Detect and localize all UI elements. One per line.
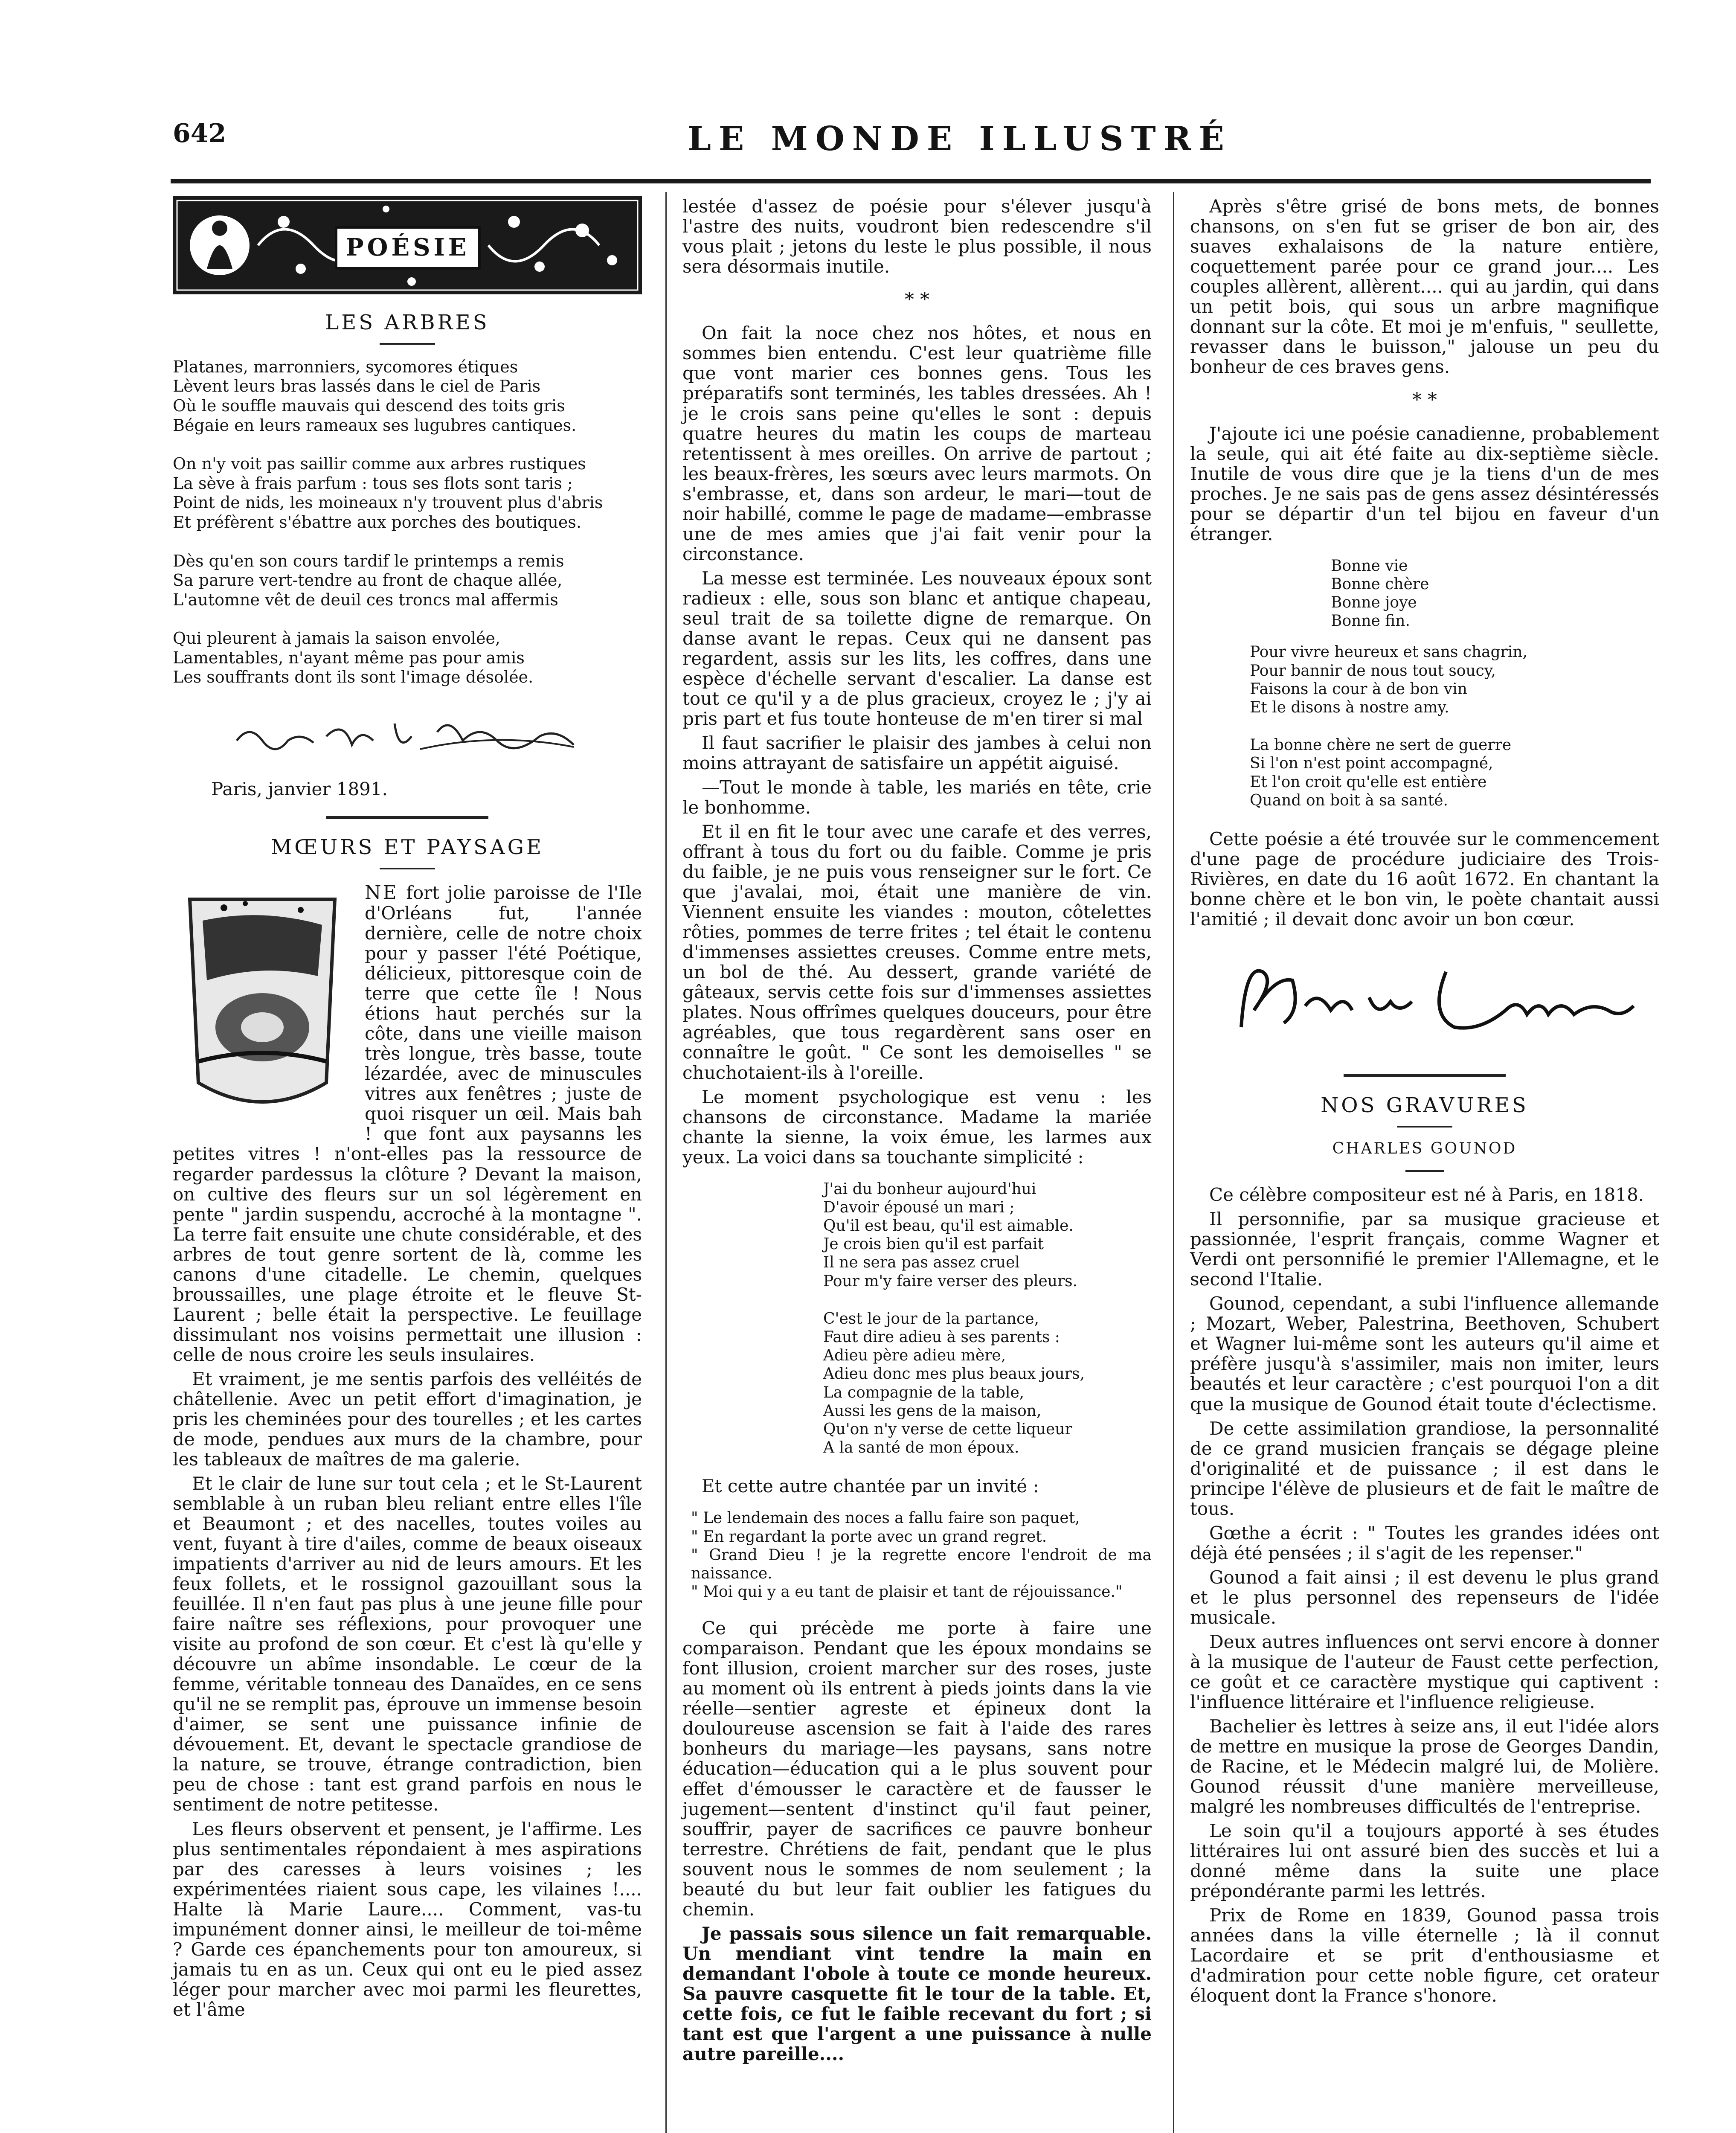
asterism: * * (1412, 389, 1437, 411)
paragraph: Deux autres influences ont servi encore à donner à la musique de l'auteur de Faust cette perfection, ce goût et ce caractère mystique qui captivent : l'influence littéraire et l'influence religieuse. (1190, 1631, 1659, 1712)
song-line: Je crois bien qu'il est parfait (823, 1235, 1044, 1253)
column-2 (682, 196, 1152, 2068)
poem-line: Qui pleurent à jamais la saison envolée, (173, 629, 501, 648)
poem-line: Platanes, marronniers, sycomores étiques (173, 357, 518, 376)
stanza (173, 629, 642, 687)
column-1 (173, 196, 642, 2024)
poem-line: Pour vivre heureux et sans chagrin, (1250, 643, 1528, 661)
column-divider (665, 192, 667, 2133)
short-rule (380, 343, 435, 345)
song-line: " Moi qui y a eu tant de plaisir et tant de réjouissance." (691, 1583, 1123, 1601)
paragraph: Gounod a fait ainsi ; il est devenu le plus grand et le plus personnel des repenseurs de l'idée musicale. (1190, 1566, 1659, 1628)
poem-title: LES ARBRES (325, 311, 490, 334)
poem-line: Lamentables, n'ayant même pas pour amis (173, 648, 525, 667)
column-divider (1173, 192, 1174, 2133)
song-line: La compagnie de la table, (823, 1383, 1025, 1401)
section-separator (326, 816, 488, 819)
refrain-line: Bonne joye (1331, 594, 1417, 612)
refrain-line: Bonne chère (1331, 575, 1429, 593)
paragraph: La messe est terminée. Les nouveaux époux sont radieux : elle, sous son blanc et antique chapeau, seul trait de sa toilette digne de remarque. On danse avant le repas. Ceux qui ne dansent pas regardent, assis sur les lits, les coffres, dans une espèce d'échelle servant d'escalier. La danse est tout ce qu'il y a de plus gracieux, croyez le ; j'y ai pris part et fus toute honteuse de m'en tirer si mal (682, 567, 1152, 729)
paragraph: Le moment psychologique est venu : les chansons de circonstance. Madame la mariée chante la sienne, la voix émue, les larmes aux yeux. La voici dans sa touchante simplicité : (682, 1086, 1152, 1168)
signature-art (1190, 946, 1659, 1049)
paragraph: Cette poésie a été trouvée sur le commencement d'une page de procédure judiciaire des Trois-Rivières, en date du 16 août 1672. En chantant la bonne chère et le bon vin, le poète chantait aussi l'amitié ; il devait donc avoir un bon cœur. (1190, 828, 1659, 930)
short-rule (1397, 1126, 1452, 1128)
poem-line: Pour bannir de nous tout soucy, (1250, 662, 1496, 680)
journal-title: LE MONDE ILLUSTRÉ (688, 119, 1232, 158)
paragraph: Ce célèbre compositeur est né à Paris, en 1818. (1209, 1184, 1644, 1206)
paragraph: Prix de Rome en 1839, Gounod passa trois années dans la ville éternelle ; là il connut Lacordaire et se prit d'enthousiasme et d'admiration pour cette noble figure, cet orateur éloquent dont la France s'honore. (1190, 1905, 1659, 2006)
page-number: 642 (173, 119, 226, 148)
paragraph: Gounod, cependant, a subi l'influence allemande ; Mozart, Weber, Palestrina, Beethoven, Schubert et Wagner lui-même sont les auteurs qu'il aime et préfère jusqu'à s'assimiler, mais non imiter, leurs beautés et leur caractère ; c'est pourquoi l'on a dit que la musique de Gounod était toute d'éclectisme. (1190, 1293, 1659, 1415)
song-line: " Le lendemain des noces a fallu faire son paquet, (691, 1509, 1080, 1527)
banner-label: POÉSIE (335, 226, 481, 270)
poem-line: Quand on boit à sa santé. (1250, 791, 1448, 809)
song-line: C'est le jour de la partance, (823, 1310, 1039, 1328)
poem-line: Sa parure vert-tendre au front de chaque allée, (173, 571, 563, 590)
canadian-poem (1190, 643, 1659, 810)
short-rule (1405, 1170, 1444, 1172)
handwritten-signature (173, 706, 642, 762)
song-line: Adieu père adieu mère, (823, 1347, 1006, 1365)
poem-line: On n'y voit pas saillir comme aux arbres rustiques (173, 454, 586, 474)
paragraph: Et cette autre chantée par un invité : (702, 1476, 1039, 1497)
poem-line: Dès qu'en son cours tardif le printemps a remis (173, 551, 564, 570)
song-line: Qu'il est beau, qu'il est aimable. (823, 1217, 1074, 1235)
stanza (1250, 643, 1659, 717)
paragraph: Le soin qu'il a toujours apporté à ses études littéraires lui ont assuré bien des succès et lui a donné même dans la suite une place prépondérante parmi les lettrés. (1190, 1820, 1659, 1902)
song-line: Il ne sera pas assez cruel (823, 1254, 1020, 1272)
refrain-line: Bonne fin. (1331, 612, 1410, 630)
song-line: Adieu donc mes plus beaux jours, (823, 1365, 1085, 1383)
paragraph: Les fleurs observent et pensent, je l'affirme. Les plus sentimentales répondaient à mes aspirations par des caresses à leurs voisines ; les expérimentées riaient sous cape, les vilaines !.... Halte là Marie Laure.... Comment, vas-tu impunément donner ainsi, le meilleur de toi-même ? Garde ces épanchements pour ton amoureux, si jamais tu en as un. Ceux qui ont eu le pied assez léger pour marcher avec moi parmi les fleurettes, et l'âme (173, 1818, 642, 2020)
refrain-line: Bonne vie (1331, 557, 1408, 575)
paragraph: Il faut sacrifier le plaisir des jambes à celui non moins attrayant de satisfaire un appétit aiguisé. (682, 732, 1152, 774)
poem-line: Si l'on n'est point accompagné, (1250, 755, 1493, 773)
poem-line: Faisons la cour à de bon vin (1250, 680, 1467, 698)
refrain (1190, 557, 1659, 631)
paragraph: Bachelier ès lettres à seize ans, il eut l'idée alors de mettre en musique la prose de Georges Dandin, de Racine, et le Médecin malgré lui, de Molière. Gounod réussit d'une manière merveilleuse, malgré les nombreuses difficultés de l'entreprise. (1190, 1715, 1659, 1817)
header-rule (171, 179, 1651, 183)
paragraph: Gœthe a écrit : " Toutes les grandes idées ont déjà été pensées ; il s'agit de les repenser." (1190, 1522, 1659, 1563)
drop-cap-word: NE (365, 881, 398, 904)
stanza (823, 1180, 1152, 1290)
song-line: Qu'on n'y verse de cette liqueur (823, 1420, 1072, 1438)
wedding-song (682, 1180, 1152, 1457)
song-line: Faut dire adieu à ses parents : (823, 1328, 1060, 1346)
poem-les-arbres (173, 357, 642, 687)
handwritten-signature (1190, 946, 1659, 1049)
poesie-banner (173, 196, 642, 294)
poem-line: Et le disons à nostre amy. (1250, 699, 1449, 717)
column-3 (1190, 196, 1659, 2010)
dateline: Paris, janvier 1891. (211, 779, 388, 800)
section-title: MŒURS ET PAYSAGE (270, 835, 544, 860)
song-line: " Grand Dieu ! je la regrette encore l'endroit de ma naissance. (691, 1546, 1152, 1582)
section-separator (1344, 1074, 1506, 1077)
illustrated-drop-cap (173, 882, 352, 1121)
poem-line: L'automne vêt de deuil ces troncs mal affermis (173, 590, 558, 609)
poem-line: Point de nids, les moineaux n'y trouvent plus d'abris (173, 493, 603, 512)
paragraph: —Tout le monde à table, les mariés en tête, crie le bonhomme. (682, 777, 1152, 818)
guest-song (691, 1509, 1152, 1601)
landscape-vignette-art (173, 882, 352, 1121)
poem-line: La bonne chère ne sert de guerre (1250, 736, 1512, 754)
paragraph: J'ajoute ici une poésie canadienne, probablement la seule, qui ait été faite au dix-septième siècle. Inutile de vous dire que je la tiens d'un de mes proches. Je ne sais pas de gens assez désintéressés pour se départir d'un tel bijou en faveur d'un étranger. (1190, 423, 1659, 544)
poem-line: Et préfèrent s'ébattre aux porches des boutiques. (173, 512, 581, 532)
song-line: Pour m'y faire verser des pleurs. (823, 1272, 1078, 1290)
signature-art (173, 706, 642, 762)
poem-line: Et l'on croit qu'elle est entière (1250, 773, 1487, 791)
paragraph: On fait la noce chez nos hôtes, et nous en sommes bien entendu. C'est leur quatrième fille que vont marier ces bonnes gens. Tous les préparatifs sont terminés, les tables dressées. Ah ! je le crois sans peine qu'elles le sont : depuis quatre heures du matin les coups de marteau retentissent à mes oreilles. On arrive de partout ; les beaux-frères, les sœurs avec leurs marmots. On s'embrasse, et, dans son ardeur, le mari—tout de noir habillé, comme le page de madame—embrasse une de mes amies que j'ai fait venir pour la circonstance. (682, 323, 1152, 564)
paragraph: lestée d'assez de poésie pour s'élever jusqu'à l'astre des nuits, voudront bien redescendre s'il vous plait ; jetons du leste le plus possible, il nous sera désormais inutile. (682, 196, 1152, 277)
poem-line: Les souffrants dont ils sont l'image désolée. (173, 668, 534, 687)
stanza (823, 1310, 1152, 1457)
poem-line: La sève à frais parfum : tous ses flots sont taris ; (173, 474, 573, 493)
paragraph: Et le clair de lune sur tout cela ; et le St-Laurent semblable à un ruban bleu reliant entre elles l'île et Beaumont ; et des nacelles, toutes voiles au vent, fuyant à tire d'ailes, comme de beaux oiseaux impatients d'arriver au nid de leurs amours. Et les feux follets, et le rossignol gazouillant sous la feuillée. Il n'en faut pas plus à une jeune fille pour faire naître ses réflexions, pour provoquer une visite au profond de son cœur. Et c'est là qu'elle y découvre un abîme insondable. Le cœur de la femme, véritable tonneau des Danaïdes, en ce sens qu'il ne se remplit pas, éprouve un immense besoin d'aimer, se sent une puissance infinie de dévouement. Et, devant le spectacle grandiose de la nature, se trouve, étrange contradiction, bien peu de chose : tant est grand parfois en nous le sentiment de notre petitesse. (173, 1473, 642, 1815)
song-line: D'avoir épousé un mari ; (823, 1198, 1015, 1216)
subsection-title: CHARLES GOUNOD (1332, 1139, 1517, 1157)
short-rule (380, 868, 435, 869)
section-title: NOS GRAVURES (1321, 1093, 1529, 1118)
song-line: A la santé de mon époux. (823, 1439, 1019, 1457)
song-line: " En regardant la porte avec un grand regret. (691, 1528, 1047, 1546)
stanza (1250, 736, 1659, 810)
stanza (173, 357, 642, 435)
paragraph: Ce qui précède me porte à faire une comparaison. Pendant que les époux mondains se font illusion, croient marcher sur des roses, juste au moment où ils entrent à pieds joints dans la vie réelle—sentier agreste et épineux dont la douloureuse ascension se fait à l'aide des rares bonheurs du mariage—les paysans, sans notre éducation—éducation qui a le plus souvent pour effet d'émousser le caractère et de fausser le jugement—sentent d'instinct qu'il faut peiner, souffrir, payer de sacrifices ce pauvre bonheur terrestre. Chrétiens de fait, pendant que le plus souvent nous le sommes de nom seulement ; la beauté du but leur fait oublier les fatigues du chemin. (682, 1618, 1152, 1920)
paragraph: Et vraiment, je me sentis parfois des velléités de châtellenie. Avec un petit effort d'imagination, je pris les cheminées pour des tourelles ; et les cartes de mode, pendues aux murs de la chambre, pour les tableaux de maîtres de ma galerie. (173, 1368, 642, 1470)
song-line: J'ai du bonheur aujourd'hui (823, 1180, 1036, 1198)
paragraph: Je passais sous silence un fait remarquable. Un mendiant vint tendre la main en demandant l'obole à toute ce monde heureux. Sa pauvre casquette fit le tour de la table. Et, cette fois, ce fut le faible recevant du fort ; si tant est que l'argent a une puissance à nulle autre pareille.... (682, 1923, 1152, 2064)
paragraph: Il personnifie, par sa musique gracieuse et passionnée, l'esprit français, comme Wagner et Verdi ont personnifié le premier l'Allemagne, et le second l'Italie. (1190, 1209, 1659, 1290)
asterism: * * (905, 289, 929, 311)
stanza (173, 552, 642, 610)
paragraph: De cette assimilation grandiose, la personnalité de ce grand musicien français se dégage pleine d'originalité et de puissance ; il est dans le principe l'élève de plusieurs et de fait le maître de tous. (1190, 1418, 1659, 1519)
paragraph: Et il en fit le tour avec une carafe et des verres, offrant à tous du fort ou du faible. Comme je pris du faible, je ne puis vous renseigner sur le fort. Ce que j'avalai, moi, était une manière de vin. Viennent ensuite les viandes : mouton, côtelettes rôties, pommes de terre frites ; tel était le contenu d'immenses assiettes creuses. Comme entre mets, un bol de thé. Au dessert, grande variété de gâteaux, servis cette fois sur d'immenses assiettes plates. Nous offrîmes quelques douceurs, pour être agréables, que tous regardèrent sans oser en connaître le goût. " Ce sont les demoiselles " se chuchotaient-ils à l'oreille. (682, 821, 1152, 1083)
song-line: Aussi les gens de la maison, (823, 1402, 1042, 1420)
poem-line: Lèvent leurs bras lassés dans le ciel de Paris (173, 377, 541, 396)
poem-line: Où le souffle mauvais qui descend des toits gris (173, 396, 565, 415)
poem-line: Bégaie en leurs rameaux ses lugubres cantiques. (173, 416, 577, 435)
stanza (173, 454, 642, 532)
paragraph-text: fort jolie paroisse de l'Ile d'Orléans fut, l'année dernière, celle de notre choix pour y passer l'été Poétique, délicieux, pittoresque coin de terre que cette île ! Nous étions haut perchés sur la côte, dans une vieille maison très longue, très basse, toute lézardée, avec de minuscules vitres aux fenêtres ; juste de quoi risquer un œil. Mais bah ! que font aux paysanns les petites vitres ! n'ont-elles pas la ressource de regarder pardessus la clôture ? Devant la maison, on cultive des fleurs sur un sol légèrement en pente " jardin suspendu, accroché à la montagne ". La terre fait ensuite une chute considérable, et des arbres de tout genre sortent de là, comme les canons d'une citadelle. Le chemin, quelques broussailles, une plage étroite et le fleuve St-Laurent ; belle était la perspective. Le feuillage dissimulant nos voisins permettait une illusion : celle de nous croire les seuls insulaires. (173, 882, 642, 1365)
paragraph: Après s'être grisé de bons mets, de bonnes chansons, on s'en fut se griser de bon air, des suaves exhalaisons de la nature entière, coquettement parée pour ce grand jour.... Les couples allèrent, allèrent.... qui au jardin, qui dans un petit bois, qui sous un arbre magnifique donnant sur la côte. Et moi je m'enfuis, " seullette, revasser dans le buisson," jalouse un peu du bonheur de ces braves gens. (1190, 196, 1659, 378)
